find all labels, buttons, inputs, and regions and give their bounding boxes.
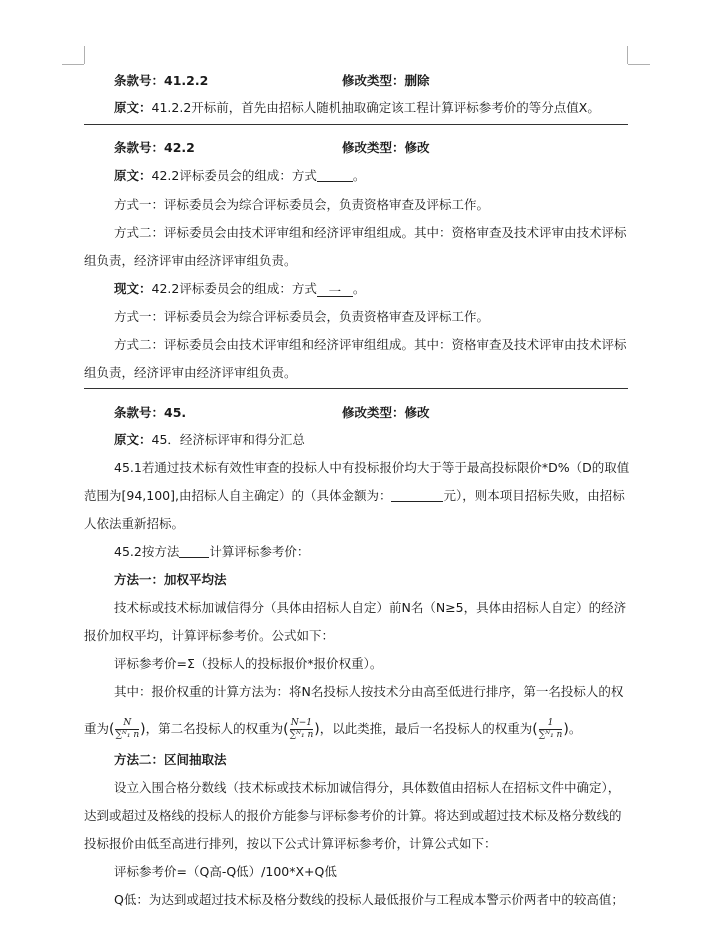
method-title: 方法一：加权平均法 (114, 572, 227, 587)
original-text-line: 原文：45．经济标评审和得分汇总 (114, 432, 305, 447)
paragraph-line: 45.2按方法 计算评标参考价： (114, 544, 310, 559)
clause-number: 条款号：42.2 (114, 140, 195, 155)
paragraph-line: 人依法重新招标。 (84, 516, 185, 531)
crop-mark-right-vertical (627, 46, 628, 64)
paragraph-line: 组负责，经济评审由经济评审组负责。 (84, 365, 297, 380)
filled-blank: 一 (317, 282, 353, 297)
weight-formula-line: 重为( $\frac{N}{\text{∑ᴺ₁ n}}$ )，第二名投标人的权重为( $\frac{N-1}{\text{∑ᴺ₁ n}}$ )，以此类推，最后一名投标人的权重为( $\frac{1}{\text{∑ᴺ₁ n}}$ )。 (84, 718, 582, 740)
paragraph-line: 达到或超过及格线的投标人的报价方能参与评标参考价的计算。将达到或超过技术标及格分数线的 (84, 808, 622, 823)
section-divider (84, 124, 628, 125)
current-text-line: 现文：42.2评标委员会的组成：方式 一 。 (114, 281, 366, 299)
clause-number: 条款号：45. (114, 405, 187, 420)
paragraph-line: 组负责，经济评审由经济评审组负责。 (84, 253, 297, 268)
weight-fraction-first: $\frac{N}{\text{∑ᴺ₁ n}}$ (115, 718, 140, 740)
clause-number: 条款号：41.2.2 (114, 73, 209, 88)
paragraph-line: 范围为[94,100],由招标人自主确定）的（具体金额为： 元），则本项目招标失败，由招标 (84, 488, 625, 503)
paragraph-line: 方式一：评标委员会为综合评标委员会，负责资格审查及评标工作。 (114, 197, 490, 212)
paragraph-line: 投标报价由低至高进行排列，按以下公式计算评标参考价，计算公式如下： (84, 836, 497, 851)
crop-mark-left-vertical (84, 46, 85, 64)
paragraph-line: 设立入围合格分数线（技术标或技术标加诚信得分，具体数值由招标人在招标文件中确定）， (114, 780, 621, 795)
fill-blank (391, 488, 443, 502)
fill-blank (179, 544, 209, 558)
definition-line: Q低：为达到或超过技术标及格分数线的投标人最低报价与工程成本警示价两者中的较高值； (114, 892, 624, 907)
modification-type: 修改类型：修改 (342, 140, 430, 155)
crop-mark-left-horizontal (62, 64, 84, 65)
original-text-line: 原文：42.2评标委员会的组成：方式 。 (114, 168, 366, 183)
original-text-line: 原文：41.2.2开标前，首先由招标人随机抽取确定该工程计算评标参考价的等分点值X。 (114, 100, 600, 115)
paragraph-line: 技术标或技术标加诚信得分（具体由招标人自定）前N名（N≥5，具体由招标人自定）的经济 (114, 600, 627, 615)
paragraph-line: 方式一：评标委员会为综合评标委员会，负责资格审查及评标工作。 (114, 309, 490, 324)
paragraph-line: 方式二：评标委员会由技术评审组和经济评审组组成。其中：资格审查及技术评审由技术评标 (114, 225, 627, 240)
formula-line: 评标参考价=Σ（投标人的投标报价*报价权重）。 (114, 656, 383, 671)
crop-mark-right-horizontal (628, 64, 650, 65)
paragraph-line: 报价加权平均，计算评标参考价。公式如下： (84, 628, 335, 643)
weight-fraction-last: $\frac{1}{\text{∑ᴺ₁ n}}$ (538, 718, 563, 740)
method-title: 方法二：区间抽取法 (114, 752, 227, 767)
modification-type: 修改类型：修改 (342, 405, 430, 420)
modification-type: 修改类型：删除 (342, 73, 430, 88)
clause-header (84, 403, 628, 423)
clause-header (84, 138, 628, 158)
weight-fraction-second: $\frac{N-1}{\text{∑ᴺ₁ n}}$ (289, 718, 314, 740)
paragraph-line: 45.1若通过技术标有效性审查的投标人中有投标报价均大于等于最高投标限价*D%（D的取值 (114, 460, 630, 475)
formula-line: 评标参考价=（Q高-Q低）/100*X+Q低 (114, 864, 337, 879)
paragraph-line: 方式二：评标委员会由技术评审组和经济评审组组成。其中：资格审查及技术评审由技术评标 (114, 337, 627, 352)
paragraph-line: 其中：报价权重的计算方法为：将N名投标人按技术分由高至低进行排序，第一名投标人的权 (114, 684, 624, 699)
clause-header (84, 71, 628, 91)
section-divider (84, 388, 628, 389)
fill-blank (317, 168, 353, 182)
